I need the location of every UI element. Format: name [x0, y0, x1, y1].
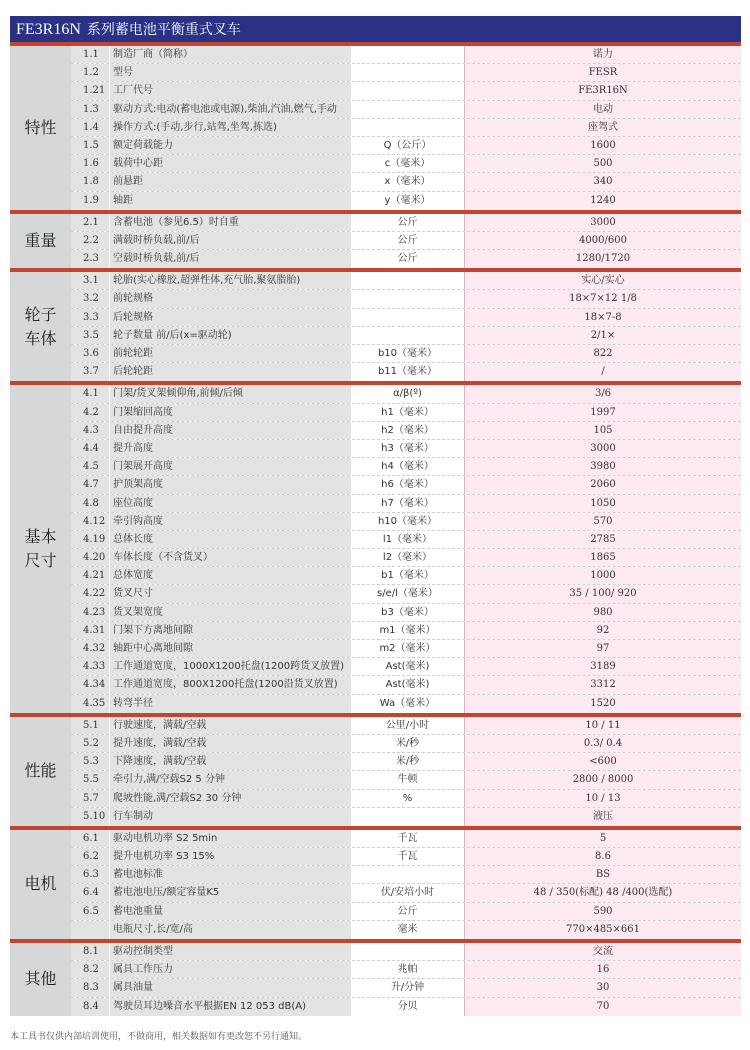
row-value: 3000 — [464, 440, 741, 457]
row-unit: h6（毫米） — [351, 476, 464, 493]
section-category-label: 轮子 车体 — [10, 272, 71, 381]
row-item: 驾驶员耳边噪音水平根据EN 12 053 dB(A) — [109, 998, 351, 1016]
section-category-label: 其他 — [10, 943, 71, 1016]
row-item: 满载时桥负载,前/后 — [109, 232, 351, 249]
footnote: 本工具书仅供内部培训使用，不做商用，相关数据如有更改恕不另行通知。 — [10, 1032, 308, 1042]
row-unit: h3（毫米） — [351, 440, 464, 457]
row-unit: 公斤 — [351, 903, 464, 920]
row-code: 8.2 — [71, 961, 109, 978]
row-code: 1.6 — [71, 155, 109, 172]
row-code: 3.3 — [71, 309, 109, 326]
row-item: 蓄电池电压/额定容量K5 — [109, 884, 351, 901]
row-item: 工厂代号 — [109, 82, 351, 99]
row-unit — [351, 119, 464, 136]
spec-row — [71, 753, 741, 771]
row-item: 座位高度 — [109, 495, 351, 512]
row-item: 含蓄电池（参见6.5）时自重 — [109, 214, 351, 231]
spec-section — [10, 268, 741, 381]
row-unit — [351, 808, 464, 826]
row-unit — [351, 866, 464, 883]
row-value: 诺力 — [464, 46, 741, 63]
spec-row — [71, 119, 741, 137]
row-item: 前悬距 — [109, 173, 351, 190]
spec-row — [71, 290, 741, 308]
spec-row — [71, 345, 741, 363]
row-value: <600 — [464, 753, 741, 770]
spec-row — [71, 101, 741, 119]
row-value: 座驾式 — [464, 119, 741, 136]
row-code: 4.35 — [71, 695, 109, 713]
spec-row — [71, 830, 741, 848]
row-code: 1.3 — [71, 101, 109, 118]
row-unit: y（毫米） — [351, 192, 464, 210]
row-value: 1050 — [464, 495, 741, 512]
row-value: 实心/实心 — [464, 272, 741, 289]
row-unit: 毫米 — [351, 921, 464, 939]
spec-row — [71, 404, 741, 422]
row-code: 3.7 — [71, 363, 109, 381]
spec-row — [71, 440, 741, 458]
row-unit: 千瓦 — [351, 848, 464, 865]
spec-row — [71, 658, 741, 676]
row-code — [71, 921, 109, 939]
row-item: 蓄电池重量 — [109, 903, 351, 920]
row-value: 16 — [464, 961, 741, 978]
spec-row — [71, 513, 741, 531]
row-item: 牵引力,满/空载S2 5 分钟 — [109, 771, 351, 788]
spec-row — [71, 549, 741, 567]
row-value: 3000 — [464, 214, 741, 231]
row-value: 10 / 13 — [464, 790, 741, 807]
spec-row — [71, 250, 741, 268]
row-value: 570 — [464, 513, 741, 530]
row-unit: 升/分钟 — [351, 979, 464, 996]
row-unit — [351, 64, 464, 81]
section-category-label: 性能 — [10, 717, 71, 826]
row-code: 8.1 — [71, 943, 109, 960]
spec-row — [71, 622, 741, 640]
row-unit: α/β(º) — [351, 385, 464, 402]
row-item: 护顶架高度 — [109, 476, 351, 493]
row-unit: 牛顿 — [351, 771, 464, 788]
row-item: 型号 — [109, 64, 351, 81]
row-item: 总体宽度 — [109, 567, 351, 584]
spec-row — [71, 476, 741, 494]
row-item: 蓄电池标准 — [109, 866, 351, 883]
row-value: 48 / 350(标配) 48 /400(选配) — [464, 884, 741, 901]
row-code: 6.5 — [71, 903, 109, 920]
row-code: 4.21 — [71, 567, 109, 584]
row-value: 70 — [464, 998, 741, 1016]
row-value: 交流 — [464, 943, 741, 960]
spec-section — [10, 939, 741, 1016]
spec-row — [71, 137, 741, 155]
row-item: 行车制动 — [109, 808, 351, 826]
row-value: FESR — [464, 64, 741, 81]
row-unit: Ast(毫米) — [351, 676, 464, 693]
row-item: 操作方式:(手动,步行,站驾,坐驾,拣选) — [109, 119, 351, 136]
title-bar — [10, 16, 741, 42]
spec-row — [71, 327, 741, 345]
row-value: / — [464, 363, 741, 381]
row-item: 提升电机功率 S3 15% — [109, 848, 351, 865]
row-item: 提升速度，满载/空载 — [109, 735, 351, 752]
section-category-label: 重量 — [10, 214, 71, 269]
row-unit — [351, 272, 464, 289]
spec-section — [10, 713, 741, 826]
row-code: 6.1 — [71, 830, 109, 847]
row-code: 4.1 — [71, 385, 109, 402]
row-item: 轮胎(实心橡胶,超弹性体,充气胎,聚氨脂胎) — [109, 272, 351, 289]
row-item: 轴距 — [109, 192, 351, 210]
row-unit: x（毫米） — [351, 173, 464, 190]
row-item: 门架展开高度 — [109, 458, 351, 475]
section-category-label: 基本 尺寸 — [10, 385, 71, 712]
spec-section — [10, 826, 741, 939]
spec-row — [71, 979, 741, 997]
row-value: 1280/1720 — [464, 250, 741, 268]
row-item: 后轮规格 — [109, 309, 351, 326]
spec-row — [71, 676, 741, 694]
spec-row — [71, 717, 741, 735]
row-value: 5 — [464, 830, 741, 847]
row-item: 属具油量 — [109, 979, 351, 996]
row-unit: 伏/安培小时 — [351, 884, 464, 901]
row-unit — [351, 101, 464, 118]
row-code: 4.22 — [71, 585, 109, 602]
row-code: 4.33 — [71, 658, 109, 675]
spec-row — [71, 82, 741, 100]
row-code: 8.3 — [71, 979, 109, 996]
row-value: 18×7×12 1/8 — [464, 290, 741, 307]
spec-row — [71, 943, 741, 961]
row-code: 1.2 — [71, 64, 109, 81]
row-item: 货叉架宽度 — [109, 604, 351, 621]
spec-row — [71, 585, 741, 603]
row-item: 下降速度，满载/空载 — [109, 753, 351, 770]
row-value: 1240 — [464, 192, 741, 210]
row-unit: h4（毫米） — [351, 458, 464, 475]
model-code: FE3R16N — [16, 21, 81, 38]
row-code: 4.20 — [71, 549, 109, 566]
row-code: 6.4 — [71, 884, 109, 901]
row-unit: b3（毫米） — [351, 604, 464, 621]
row-code: 4.23 — [71, 604, 109, 621]
spec-row — [71, 309, 741, 327]
row-unit: Ast(毫米) — [351, 658, 464, 675]
row-item: 电瓶尺寸,长/宽/高 — [109, 921, 351, 939]
row-value: 980 — [464, 604, 741, 621]
row-item: 额定荷载能力 — [109, 137, 351, 154]
spec-row — [71, 903, 741, 921]
row-code: 4.2 — [71, 404, 109, 421]
spec-row — [71, 192, 741, 210]
spec-section — [10, 210, 741, 269]
row-item: 轮子数量 前/后(x=驱动轮) — [109, 327, 351, 344]
row-item: 提升高度 — [109, 440, 351, 457]
spec-row — [71, 998, 741, 1016]
row-code: 2.3 — [71, 250, 109, 268]
row-code: 4.34 — [71, 676, 109, 693]
row-value: 1600 — [464, 137, 741, 154]
spec-row — [71, 884, 741, 902]
row-code: 1.9 — [71, 192, 109, 210]
row-unit — [351, 327, 464, 344]
spec-row — [71, 46, 741, 64]
row-unit — [351, 46, 464, 63]
row-item: 门架/货叉架倾仰角,前倾/后倾 — [109, 385, 351, 402]
row-value: 822 — [464, 345, 741, 362]
row-item: 行驶速度，满载/空载 — [109, 717, 351, 734]
row-value: 2/1× — [464, 327, 741, 344]
row-code: 3.1 — [71, 272, 109, 289]
row-item: 门架下方离地间隙 — [109, 622, 351, 639]
row-unit: 米/秒 — [351, 735, 464, 752]
section-category-label: 特性 — [10, 46, 71, 210]
row-unit: m1（毫米） — [351, 622, 464, 639]
row-code: 5.3 — [71, 753, 109, 770]
row-unit: Q（公斤） — [351, 137, 464, 154]
row-unit: 公里/小时 — [351, 717, 464, 734]
spec-section — [10, 381, 741, 712]
spec-row — [71, 64, 741, 82]
row-code: 3.5 — [71, 327, 109, 344]
spec-row — [71, 422, 741, 440]
row-item: 载荷中心距 — [109, 155, 351, 172]
spec-row — [71, 771, 741, 789]
row-code: 5.10 — [71, 808, 109, 826]
row-code: 4.19 — [71, 531, 109, 548]
row-value: 1520 — [464, 695, 741, 713]
row-code: 3.2 — [71, 290, 109, 307]
row-unit: Wa（毫米） — [351, 695, 464, 713]
row-code: 4.4 — [71, 440, 109, 457]
row-code: 5.5 — [71, 771, 109, 788]
row-unit: h2（毫米） — [351, 422, 464, 439]
spec-row — [71, 272, 741, 290]
row-unit: 米/秒 — [351, 753, 464, 770]
page-title: 系列蓄电池平衡重式叉车 — [86, 22, 241, 38]
row-value: 3980 — [464, 458, 741, 475]
row-code: 4.3 — [71, 422, 109, 439]
row-unit: b11（毫米） — [351, 363, 464, 381]
spec-row — [71, 790, 741, 808]
row-unit — [351, 290, 464, 307]
row-item: 驱动方式:电动(蓄电池或电源),柴油,汽油,燃气,手动 — [109, 101, 351, 118]
row-unit: b10（毫米） — [351, 345, 464, 362]
spec-row — [71, 808, 741, 826]
row-item: 轴距中心离地间隙 — [109, 640, 351, 657]
row-code: 5.7 — [71, 790, 109, 807]
spec-row — [71, 695, 741, 713]
row-item: 前轮规格 — [109, 290, 351, 307]
row-unit: 公斤 — [351, 214, 464, 231]
spec-row — [71, 458, 741, 476]
row-value: 1865 — [464, 549, 741, 566]
row-unit: c（毫米） — [351, 155, 464, 172]
row-value: 1997 — [464, 404, 741, 421]
spec-section — [10, 42, 741, 210]
row-code: 1.5 — [71, 137, 109, 154]
row-unit: h10（毫米） — [351, 513, 464, 530]
row-value: FE3R16N — [464, 82, 741, 99]
spec-row — [71, 495, 741, 513]
spec-row — [71, 604, 741, 622]
row-unit: m2（毫米） — [351, 640, 464, 657]
row-unit: 公斤 — [351, 232, 464, 249]
row-item: 前轮轮距 — [109, 345, 351, 362]
row-value: 0.3/ 0.4 — [464, 735, 741, 752]
row-item: 空载时桥负载,前/后 — [109, 250, 351, 268]
row-value: 10 / 11 — [464, 717, 741, 734]
spec-table — [10, 42, 741, 1016]
row-item: 工作通道宽度，800X1200托盘(1200沿货叉放置) — [109, 676, 351, 693]
row-code: 8.4 — [71, 998, 109, 1016]
row-code: 4.31 — [71, 622, 109, 639]
row-value: BS — [464, 866, 741, 883]
row-value: 770×485×661 — [464, 921, 741, 939]
spec-row — [71, 866, 741, 884]
row-unit — [351, 309, 464, 326]
row-value: 18×7-8 — [464, 309, 741, 326]
spec-row — [71, 640, 741, 658]
row-value: 液压 — [464, 808, 741, 826]
row-value: 4000/600 — [464, 232, 741, 249]
row-item: 属具工作压力 — [109, 961, 351, 978]
spec-row — [71, 735, 741, 753]
row-code: 4.8 — [71, 495, 109, 512]
row-unit: 兆帕 — [351, 961, 464, 978]
spec-row — [71, 232, 741, 250]
row-item: 总体长度 — [109, 531, 351, 548]
row-code: 5.2 — [71, 735, 109, 752]
row-code: 2.2 — [71, 232, 109, 249]
row-unit — [351, 943, 464, 960]
row-value: 3189 — [464, 658, 741, 675]
row-unit: l2（毫米） — [351, 549, 464, 566]
row-value: 3312 — [464, 676, 741, 693]
row-item: 工作通道宽度，1000X1200托盘(1200跨货叉放置) — [109, 658, 351, 675]
row-code: 4.5 — [71, 458, 109, 475]
spec-row — [71, 921, 741, 939]
row-value: 3/6 — [464, 385, 741, 402]
row-item: 货叉尺寸 — [109, 585, 351, 602]
row-code: 6.2 — [71, 848, 109, 865]
row-code: 1.21 — [71, 82, 109, 99]
row-value: 2800 / 8000 — [464, 771, 741, 788]
row-code: 4.12 — [71, 513, 109, 530]
row-value: 340 — [464, 173, 741, 190]
row-unit — [351, 82, 464, 99]
row-unit: b1（毫米） — [351, 567, 464, 584]
row-value: 590 — [464, 903, 741, 920]
spec-row — [71, 848, 741, 866]
spec-row — [71, 214, 741, 232]
row-code: 3.6 — [71, 345, 109, 362]
spec-row — [71, 531, 741, 549]
row-unit: 千瓦 — [351, 830, 464, 847]
row-item: 转弯半径 — [109, 695, 351, 713]
row-item: 牵引钩高度 — [109, 513, 351, 530]
spec-row — [71, 155, 741, 173]
row-value: 8.6 — [464, 848, 741, 865]
row-item: 门架缩回高度 — [109, 404, 351, 421]
section-category-label: 电机 — [10, 830, 71, 939]
row-code: 1.1 — [71, 46, 109, 63]
spec-row — [71, 567, 741, 585]
row-unit: h1（毫米） — [351, 404, 464, 421]
spec-row — [71, 961, 741, 979]
row-code: 4.32 — [71, 640, 109, 657]
row-value: 97 — [464, 640, 741, 657]
row-item: 车体长度（不含货叉） — [109, 549, 351, 566]
row-unit: s/e/l（毫米） — [351, 585, 464, 602]
row-item: 驱动控制类型 — [109, 943, 351, 960]
row-unit: l1（毫米） — [351, 531, 464, 548]
row-value: 2785 — [464, 531, 741, 548]
spec-row — [71, 385, 741, 403]
row-value: 500 — [464, 155, 741, 172]
row-value: 105 — [464, 422, 741, 439]
row-unit: % — [351, 790, 464, 807]
row-code: 4.7 — [71, 476, 109, 493]
row-value: 30 — [464, 979, 741, 996]
row-item: 爬坡性能,满/空载S2 30 分钟 — [109, 790, 351, 807]
row-value: 92 — [464, 622, 741, 639]
row-value: 1000 — [464, 567, 741, 584]
row-item: 驱动电机功率 S2 5min — [109, 830, 351, 847]
row-item: 制造厂商（简称） — [109, 46, 351, 63]
row-item: 后轮轮距 — [109, 363, 351, 381]
row-code: 2.1 — [71, 214, 109, 231]
row-unit: 公斤 — [351, 250, 464, 268]
row-unit: h7（毫米） — [351, 495, 464, 512]
row-code: 5.1 — [71, 717, 109, 734]
row-unit: 分贝 — [351, 998, 464, 1016]
spec-row — [71, 363, 741, 381]
row-value: 电动 — [464, 101, 741, 118]
row-item: 自由提升高度 — [109, 422, 351, 439]
row-value: 2060 — [464, 476, 741, 493]
row-value: 35 / 100/ 920 — [464, 585, 741, 602]
row-code: 1.4 — [71, 119, 109, 136]
row-code: 6.3 — [71, 866, 109, 883]
spec-row — [71, 173, 741, 191]
row-code: 1.8 — [71, 173, 109, 190]
